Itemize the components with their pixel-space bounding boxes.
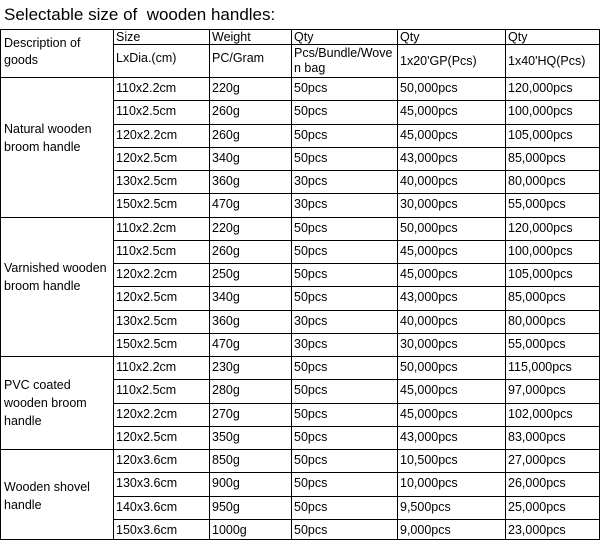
weight-cell: 270g <box>212 407 240 421</box>
size-cell: 110x2.2cm <box>116 81 177 95</box>
qty-40hq-cell: 100,000pcs <box>508 104 573 118</box>
weight-cell: 260g <box>212 104 240 118</box>
table-row <box>113 403 600 426</box>
header-cell: Qty <box>508 30 528 44</box>
table-row <box>113 472 600 495</box>
product-description: Varnished wooden broom handle <box>4 261 107 293</box>
table-row <box>113 379 600 402</box>
size-cell: 110x2.2cm <box>116 360 177 374</box>
table-row <box>113 193 600 216</box>
qty-bundle-cell: 50pcs <box>294 476 328 490</box>
handles-size-table <box>0 29 600 541</box>
qty-20gp-cell: 43,000pcs <box>400 151 458 165</box>
qty-20gp-cell: 9,000pcs <box>400 523 451 537</box>
qty-40hq-cell: 85,000pcs <box>508 151 566 165</box>
weight-cell: 900g <box>212 476 240 490</box>
qty-40hq-cell: 80,000pcs <box>508 174 566 188</box>
qty-40hq-cell: 97,000pcs <box>508 383 566 397</box>
size-cell: 110x2.5cm <box>116 383 177 397</box>
qty-20gp-cell: 45,000pcs <box>400 244 458 258</box>
weight-cell: 950g <box>212 500 240 514</box>
qty-20gp-cell: 50,000pcs <box>400 81 458 95</box>
qty-bundle-cell: 30pcs <box>294 314 328 328</box>
weight-cell: 220g <box>212 81 240 95</box>
qty-40hq-cell: 115,000pcs <box>508 360 572 374</box>
weight-cell: 470g <box>212 337 240 351</box>
weight-cell: 360g <box>212 314 240 328</box>
table-row <box>113 170 600 193</box>
size-cell: 150x2.5cm <box>116 197 178 211</box>
qty-40hq-cell: 83,000pcs <box>508 430 566 444</box>
header-cell: Qty <box>294 30 314 44</box>
qty-20gp-cell: 43,000pcs <box>400 430 458 444</box>
qty-20gp-cell: 10,000pcs <box>400 476 458 490</box>
size-cell: 130x2.5cm <box>116 174 178 188</box>
qty-bundle-cell: 50pcs <box>294 430 328 444</box>
header-description: Description of goods <box>4 36 81 67</box>
table-vertical-line <box>0 29 1 540</box>
weight-cell: 250g <box>212 267 240 281</box>
size-cell: 120x2.5cm <box>116 290 178 304</box>
qty-20gp-cell: 10,500pcs <box>400 453 458 467</box>
weight-cell: 1000g <box>212 523 247 537</box>
qty-20gp-cell: 45,000pcs <box>400 104 458 118</box>
header-subcell: Pcs/Bundle/Woven bag <box>294 46 393 75</box>
table-row <box>113 124 600 147</box>
size-cell: 120x2.5cm <box>116 151 178 165</box>
header-subcell: 1x20'GP(Pcs) <box>400 54 477 68</box>
qty-bundle-cell: 50pcs <box>294 81 328 95</box>
header-subcell: LxDia.(cm) <box>116 51 177 65</box>
product-description: Natural wooden broom handle <box>4 122 92 154</box>
qty-bundle-cell: 50pcs <box>294 523 328 537</box>
size-cell: 150x3.6cm <box>116 523 178 537</box>
table-row <box>113 240 600 263</box>
qty-40hq-cell: 120,000pcs <box>508 221 573 235</box>
qty-20gp-cell: 9,500pcs <box>400 500 451 514</box>
size-cell: 120x3.6cm <box>116 453 178 467</box>
weight-cell: 260g <box>212 244 240 258</box>
size-cell: 120x2.5cm <box>116 430 178 444</box>
qty-40hq-cell: 26,000pcs <box>508 476 566 490</box>
table-row <box>113 426 600 449</box>
qty-20gp-cell: 30,000pcs <box>400 197 458 211</box>
qty-20gp-cell: 40,000pcs <box>400 314 458 328</box>
table-row <box>113 100 600 123</box>
qty-40hq-cell: 80,000pcs <box>508 314 566 328</box>
weight-cell: 470g <box>212 197 240 211</box>
qty-bundle-cell: 50pcs <box>294 151 328 165</box>
table-row <box>113 263 600 286</box>
qty-40hq-cell: 105,000pcs <box>508 267 573 281</box>
qty-bundle-cell: 50pcs <box>294 221 328 235</box>
qty-bundle-cell: 50pcs <box>294 360 328 374</box>
header-cell: Size <box>116 30 141 44</box>
qty-20gp-cell: 30,000pcs <box>400 337 458 351</box>
weight-cell: 340g <box>212 151 240 165</box>
weight-cell: 230g <box>212 360 240 374</box>
table-row <box>113 286 600 309</box>
qty-bundle-cell: 50pcs <box>294 383 328 397</box>
qty-bundle-cell: 50pcs <box>294 267 328 281</box>
qty-40hq-cell: 55,000pcs <box>508 337 566 351</box>
table-row <box>113 449 600 472</box>
table-row <box>113 77 600 100</box>
qty-bundle-cell: 50pcs <box>294 453 328 467</box>
weight-cell: 850g <box>212 453 240 467</box>
qty-20gp-cell: 45,000pcs <box>400 128 458 142</box>
qty-20gp-cell: 45,000pcs <box>400 383 458 397</box>
qty-40hq-cell: 100,000pcs <box>508 244 573 258</box>
qty-40hq-cell: 120,000pcs <box>508 81 573 95</box>
qty-bundle-cell: 30pcs <box>294 337 328 351</box>
qty-40hq-cell: 25,000pcs <box>508 500 566 514</box>
weight-cell: 220g <box>212 221 240 235</box>
qty-40hq-cell: 23,000pcs <box>508 523 566 537</box>
size-cell: 140x3.6cm <box>116 500 178 514</box>
qty-40hq-cell: 105,000pcs <box>508 128 573 142</box>
table-row <box>113 519 600 542</box>
weight-cell: 360g <box>212 174 240 188</box>
qty-20gp-cell: 43,000pcs <box>400 290 458 304</box>
size-cell: 130x3.6cm <box>116 476 178 490</box>
qty-40hq-cell: 85,000pcs <box>508 290 566 304</box>
table-row <box>113 310 600 333</box>
header-cell: Qty <box>400 30 420 44</box>
table-row <box>113 496 600 519</box>
table-row <box>113 217 600 240</box>
qty-bundle-cell: 30pcs <box>294 197 328 211</box>
qty-bundle-cell: 50pcs <box>294 128 328 142</box>
table-row <box>113 333 600 356</box>
qty-20gp-cell: 45,000pcs <box>400 267 458 281</box>
table-row <box>113 147 600 170</box>
header-subcell: 1x40'HQ(Pcs) <box>508 54 586 68</box>
qty-bundle-cell: 50pcs <box>294 104 328 118</box>
qty-20gp-cell: 40,000pcs <box>400 174 458 188</box>
product-description: Wooden shovel handle <box>4 480 90 512</box>
header-cell: Weight <box>212 30 251 44</box>
page-title: Selectable size of wooden handles: <box>4 5 276 24</box>
qty-20gp-cell: 45,000pcs <box>400 407 458 421</box>
qty-20gp-cell: 50,000pcs <box>400 221 458 235</box>
qty-20gp-cell: 50,000pcs <box>400 360 458 374</box>
size-cell: 110x2.5cm <box>116 104 177 118</box>
header-subcell: PC/Gram <box>212 51 265 65</box>
qty-40hq-cell: 27,000pcs <box>508 453 566 467</box>
weight-cell: 350g <box>212 430 240 444</box>
qty-40hq-cell: 102,000pcs <box>508 407 573 421</box>
qty-bundle-cell: 50pcs <box>294 407 328 421</box>
qty-bundle-cell: 50pcs <box>294 244 328 258</box>
weight-cell: 280g <box>212 383 240 397</box>
weight-cell: 260g <box>212 128 240 142</box>
qty-bundle-cell: 30pcs <box>294 174 328 188</box>
product-description: PVC coated wooden broom handle <box>4 378 87 428</box>
size-cell: 120x2.2cm <box>116 407 178 421</box>
weight-cell: 340g <box>212 290 240 304</box>
qty-40hq-cell: 55,000pcs <box>508 197 566 211</box>
size-cell: 120x2.2cm <box>116 128 178 142</box>
qty-bundle-cell: 50pcs <box>294 500 328 514</box>
qty-bundle-cell: 50pcs <box>294 290 328 304</box>
size-cell: 150x2.5cm <box>116 337 178 351</box>
size-cell: 110x2.5cm <box>116 244 177 258</box>
size-cell: 120x2.2cm <box>116 267 178 281</box>
table-row <box>113 356 600 379</box>
size-cell: 110x2.2cm <box>116 221 177 235</box>
size-cell: 130x2.5cm <box>116 314 178 328</box>
